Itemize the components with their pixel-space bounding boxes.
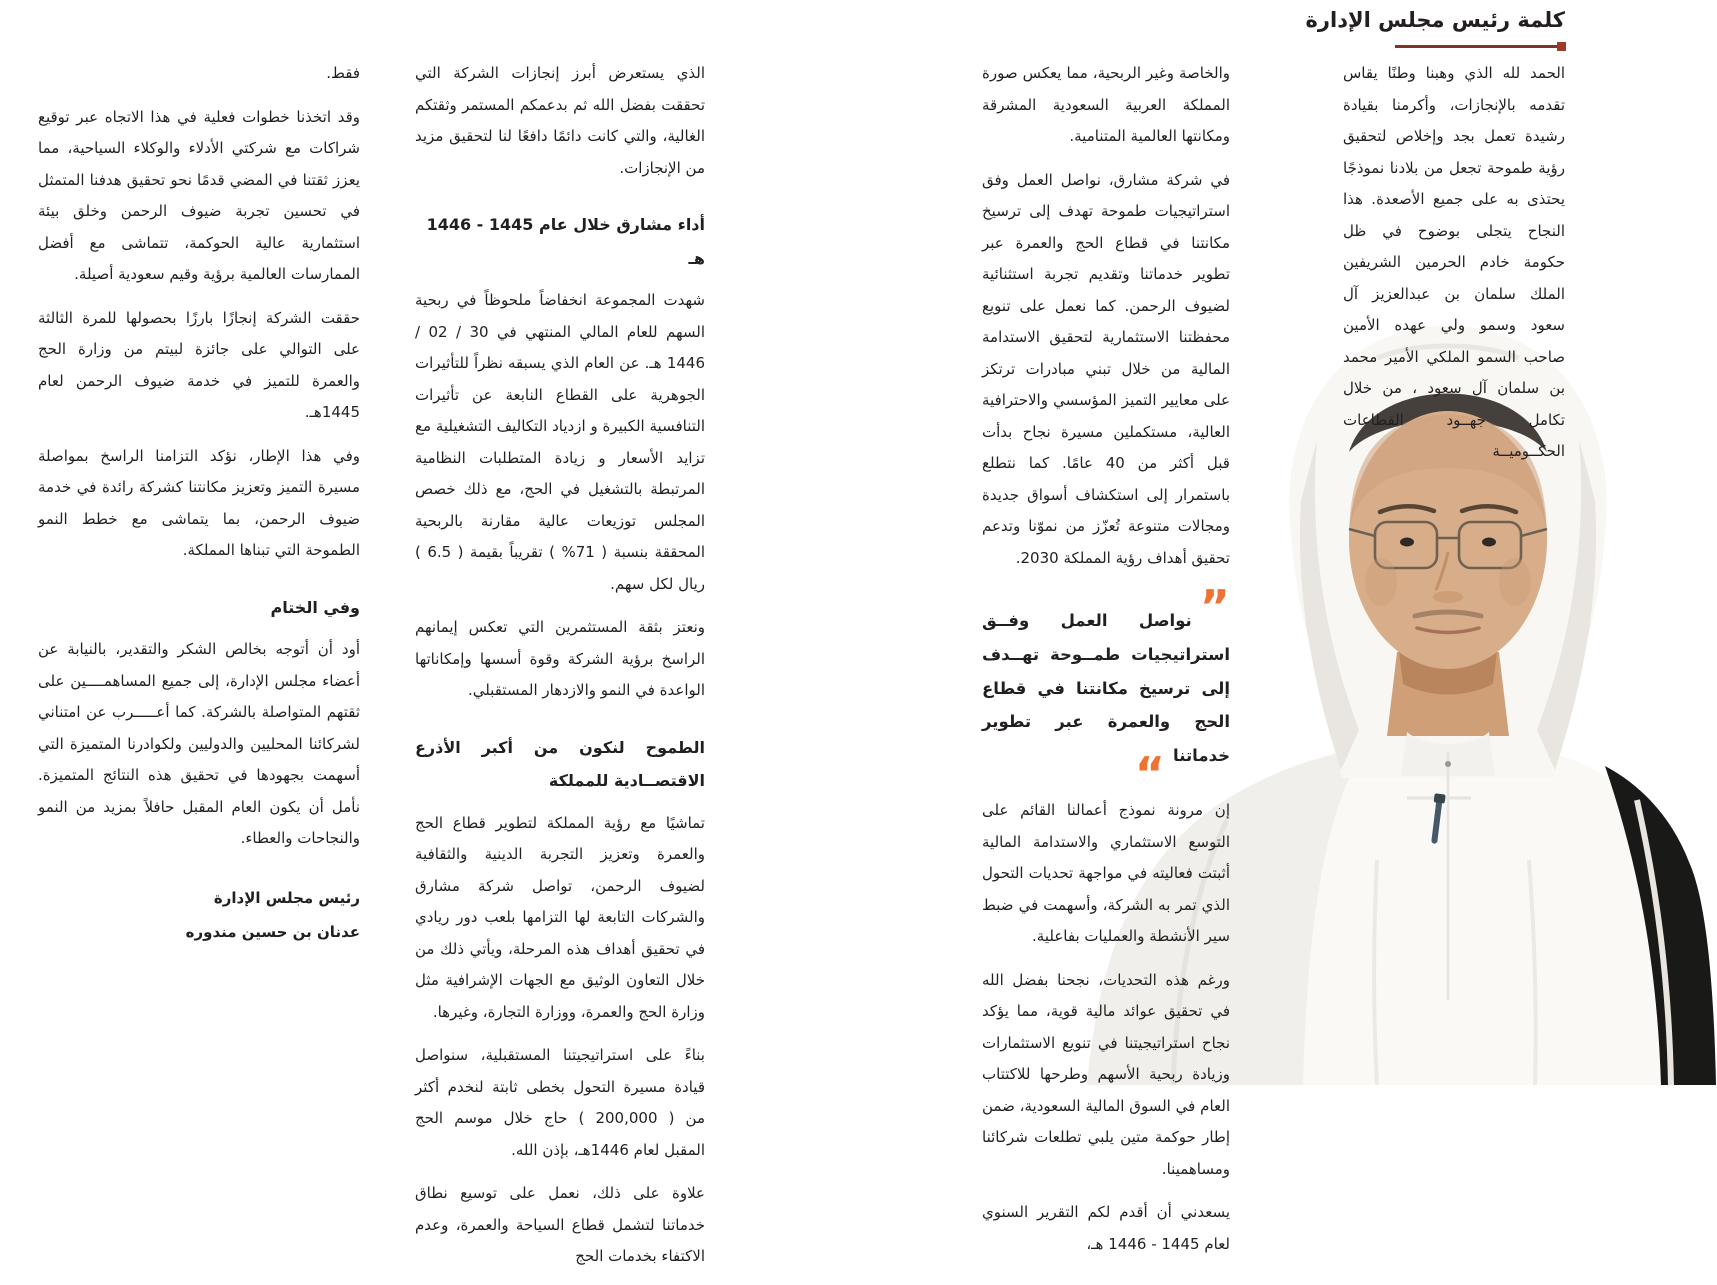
pull-quote-text: نواصل العمل وفــق استراتيجيات طمــوحة تهــدف إلى ترسيخ مكانتنا في قطاع الحج والعمرة عبر تطوير خدماتنا [982, 611, 1230, 766]
paragraph: حققت الشركة إنجازًا بارزًا بحصولها للمرة الثالثة على التوالي على جائزة لبيتم من وزارة الحج والعمرة للتميز في خدمة ضيوف الرحمن لعام 1445هـ. [38, 308, 360, 421]
section-heading-conclusion: وفي الختام [270, 597, 360, 617]
paragraph: ورغم هذه التحديات، نجحنا بفضل الله في تحقيق عوائد مالية قوية، مما يؤكد نجاح استراتيجيتنا في تنويع الاستثمارات وزيادة ربحية الأسهم وطرحها للاكتتاب العام في السوق المالية السعودية، ضمن إطار حوكمة متين يلبي تطلعات شركائنا ومساهمينا. [982, 970, 1230, 1178]
paragraph: علاوة على ذلك، نعمل على توسيع نطاق خدماتنا لتشمل قطاع السياحة والعمرة، وعدم الاكتفاء بخدمات الحج [415, 1184, 705, 1266]
paragraph: وقد اتخذنا خطوات فعلية في هذا الاتجاه عبر توقيع شراكات مع شركتي الأدلاء والوكلاء السياحية، مما يعزز ثقتنا في المضي قدمًا نحو تحقيق هدفنا المتمثل في تحسين تجربة ضيوف الرحمن وخلق بيئة استثمارية عالية الحوكمة، تتماشى مع أفضل الممارسات العالمية برؤية وقيم سعودية أصيلة. [38, 107, 360, 283]
section-heading-ambition: الطموح لنكون من أكبر الأذرع الاقتصــادية للمملكة [415, 737, 705, 791]
paragraph: الذي يستعرض أبرز إنجازات الشركة التي تحققت بفضل الله ثم بدعمكم المستمر وثقتكم الغالية، والتي كانت دائمًا دافعًا لنا لتحقيق مزيد من الإنجازات. [415, 64, 705, 177]
paragraph: إن مرونة نموذج أعمالنا القائم على التوسع الاستثماري والاستدامة المالية أثبتت فعاليته في مواجهة تحديات التحول الذي تمر به الشركة، وأسهمت في ضبط سير الأنشطة والعمليات بفاعلية. [982, 801, 1230, 946]
pull-quote: ”نواصل العمل وفــق استراتيجيات طمــوحة تهــدف إلى ترسيخ مكانتنا في قطاع الحج والعمرة عبر تطوير خدماتنا“ [982, 579, 1230, 801]
paragraph: فقط. [326, 64, 360, 82]
text-column-3 [415, 58, 705, 1285]
paragraph: وفي هذا الإطار، نؤكد التزامنا الراسخ بمواصلة مسيرة التميز وتعزيز مكانتنا كشركة رائدة في خدمة ضيوف الرحمن، بما يتماشى مع خطط النمو الطموحة التي تبناها المملكة. [38, 446, 360, 559]
page-title: كلمة رئيس مجلس الإدارة [1305, 8, 1565, 32]
section-heading-performance: أداء مشارق خلال عام 1445 - 1446 هـ [426, 215, 705, 268]
signature-name: عدنان بن حسين مندوره [185, 923, 360, 942]
text-column-4 [38, 58, 360, 950]
paragraph: والخاصة وغير الربحية، مما يعكس صورة المملكة العربية السعودية المشرقة ومكانتها العالمية المتنامية. [982, 64, 1230, 145]
paragraph: ونعتز بثقة المستثمرين التي تعكس إيمانهم الراسخ برؤية الشركة وقوة أسسها وإمكاناتها الواعدة في النمو والازدهار المستقبلي. [415, 618, 705, 700]
page-header [1306, 8, 1565, 48]
paragraph: الحمد لله الذي وهبنا وطنًا يقاس تقدمه بالإنجازات، وأكرمنا بقيادة رشيدة تعمل بجد وإخلاص لتحقيق رؤية طموحة تجعل من بلادنا نموذجًا يحتذى به على جميع الأصعدة. هذا النجاح يتجلى بوضوح في ظل حكومة خادم الحرمين الشريفين الملك سلمان بن عبدالعزيز آل سعود وسمو ولي عهده الأمين صاحب السمو الملكي الأمير محمد بن سلمان آل سعود ، من خلال تكامل جهــود القطاعات الحكــوميــة [1343, 64, 1565, 460]
paragraph: في شركة مشارق، نواصل العمل وفق استراتيجيات طموحة تهدف إلى ترسيخ مكانتنا في قطاع الحج والعمرة عبر تطوير خدماتنا وتقديم تجربة استثنائية لضيوف الرحمن. كما نعمل على تنويع محفظتنا الاستثمارية لتحقيق الاستدامة المالية من خلال تبني مبادرات ترتكز على معايير التميز المؤسسي والاحترافية العالية، مستكملين مسيرة نجاح بدأت قبل أكثر من 40 عامًا. كما نتطلع باستمرار إلى استكشاف أسواق جديدة ومجالات متنوعة تُعزّز من نموّنا وتدعم تحقيق أهداف رؤية المملكة 2030. [982, 170, 1230, 567]
title-underline [1395, 45, 1565, 48]
signature-title: رئيس مجلس الإدارة [213, 888, 360, 907]
text-column-1 [1343, 58, 1565, 480]
title-underline-cap [1557, 42, 1566, 51]
paragraph: يسعدني أن أقدم لكم التقرير السنوي لعام 1445 - 1446 هـ، [982, 1203, 1230, 1253]
paragraph: شهدت المجموعة انخفاضاً ملحوظاً في ربحية السهم للعام المالي المنتهي في 30 / 02 / 1446 هـ. عن العام الذي يسبقه نظراً للتأثيرات الجوهرية على القطاع النابعة عن تأثيرات التنافسية الكبيرة و ازدياد التكاليف التشغيلية مع تزايد الأسعار و زيادة المتطلبات النظامية المرتبطة بالتشغيل في الحج، مع ذلك خصص المجلس توزيعات عالية مقارنة بالربحية المحققة بنسبة ( 71% ) تقريباً بقيمة ( 6.5 ) ريال لكل سهم. [415, 291, 705, 593]
paragraph: تماشيًا مع رؤية المملكة لتطوير قطاع الحج والعمرة وتعزيز التجربة الدينية والثقافية لضيوف الرحمن، تواصل شركة مشارق والشركات التابعة لها التزامها بلعب دور ريادي في تحقيق أهداف هذه المرحلة، ويأتي ذلك من خلال التعاون الوثيق مع الجهات الإشرافية مثل وزارة الحج والعمرة، ووزارة التجارة، وغيرها. [415, 813, 705, 1021]
paragraph: أود أن أتوجه بخالص الشكر والتقدير، بالنيابة عن أعضاء مجلس الإدارة، إلى جميع المساهمــــين على ثقتهم المتواصلة بالشركة. كما أعـــــرب عن امتناني لشركائنا المحليين والدوليين ولكوادرنا المتميزة التي أسهمت بجهودها في تحقيق هذه النتائج المتميزة. نأمل أن يكون العام المقبل حافلاً بمزيد من النمو والنجاحات والعطاء. [38, 640, 360, 848]
signature-block [38, 881, 360, 950]
text-column-2 [982, 58, 1230, 1272]
paragraph: بناءً على استراتيجيتنا المستقبلية، سنواصل قيادة مسيرة التحول بخطى ثابتة لنخدم أكثر من ( 200,000 ) حاج خلال موسم الحج المقبل لعام 1446هـ، بإذن الله. [415, 1046, 705, 1159]
